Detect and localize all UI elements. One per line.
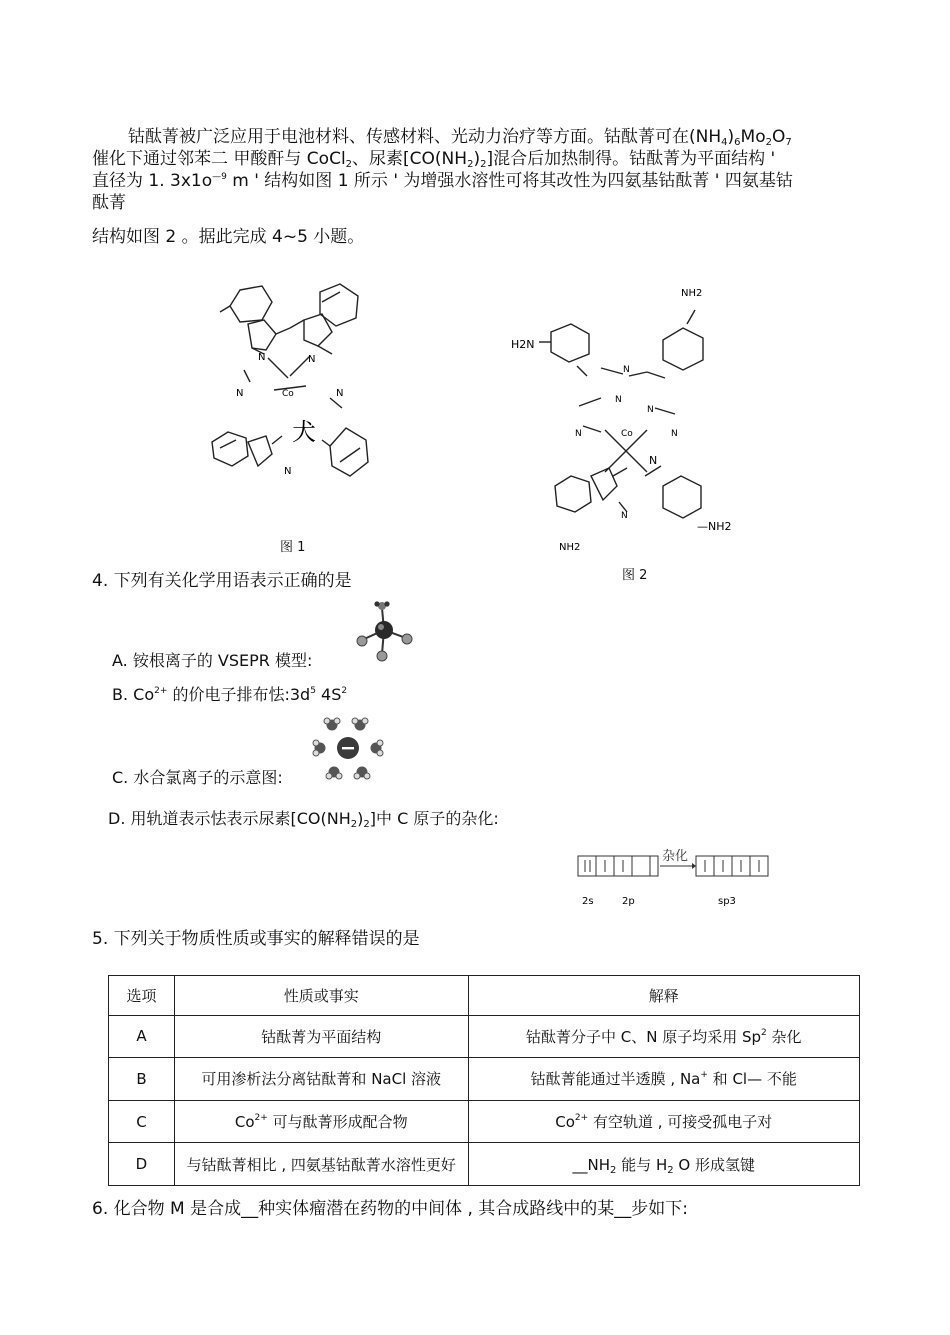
fig2-n2: N xyxy=(615,395,622,405)
row-d-option: D xyxy=(109,1143,175,1186)
fig2-nh2-right: —NH2 xyxy=(697,520,732,533)
fig1-big-char: 犬 xyxy=(292,418,316,446)
table-row xyxy=(109,1058,860,1101)
figure-2-caption: 图 2 xyxy=(622,568,648,583)
table-row xyxy=(109,1143,860,1186)
row-c-fact: $Co^{2+}$ 可与酞菁形成配合物 xyxy=(174,1100,468,1143)
fig1-n5: N xyxy=(284,466,292,477)
q5-stem: 5. 下列关于物质性质或事实的解释错误的是 xyxy=(92,929,420,949)
row-a-fact: 钴酞菁为平面结构 xyxy=(174,1015,468,1058)
fig2-nh2-bottom: NH2 xyxy=(559,542,581,553)
row-a-explanation: 钴酞菁分子中 C、N 原子均采用 Sp$^2$ 杂化 xyxy=(468,1015,859,1058)
label-2p: 2p xyxy=(622,896,635,907)
fig2-n3: N xyxy=(647,405,654,415)
fig2-n1: N xyxy=(623,365,630,375)
row-b-explanation: 钴酞菁能通过半透膜 , Na+ 和 Cl— 不能 xyxy=(468,1058,859,1101)
row-c-option: C xyxy=(109,1100,175,1143)
hybridization-arrow-label: 杂化 xyxy=(662,849,689,864)
q4-option-a: A. 铵根离子的 VSEPR 模型: xyxy=(112,651,313,670)
orbital-hybridization-diagram xyxy=(574,846,780,910)
intro-line-1: 钴酞菁被广泛应用于电池材料、传感材料、光动力治疗等方面。钴酞菁可在$(NH_4)_6Mo_2O_7$ xyxy=(128,127,792,148)
label-2s: 2s xyxy=(582,896,594,907)
hydrated-chloride-ion-image xyxy=(308,712,388,784)
fig1-n1: N xyxy=(258,352,266,363)
q4-option-c: C. 水合氯离子的示意图: xyxy=(112,768,283,787)
table-row xyxy=(109,1015,860,1058)
fig2-n6: N xyxy=(649,454,658,467)
fig2-n4: N xyxy=(575,429,582,439)
q4-option-b: B. $Co^{2+}$ 的价电子排布怯$:3d^5$ $4S^2$ xyxy=(112,685,348,704)
row-b-fact: 可用渗析法分离钴酞菁和 NaCl 溶液 xyxy=(174,1058,468,1101)
q4-option-d: D. 用轨道表示怯表示尿素$[CO(NH_2)_2]$中 C 原子的杂化: xyxy=(108,809,499,830)
q5-table xyxy=(108,975,860,1186)
intro-line-2: 催化下通过邻苯二 甲酸酐与 CoCl$_2$、尿素$[CO(NH_2)_2]$混合后加热制得。钴酞菁为平面结构 ' xyxy=(92,149,776,170)
row-d-explanation: $\_\_NH_2$ 能与 $H_2$ O 形成氢键 xyxy=(468,1143,859,1186)
ammonium-vsepr-model-image xyxy=(352,598,418,666)
fig1-co: Co xyxy=(282,389,294,399)
fig2-nh2-top: NH2 xyxy=(681,288,703,299)
intro-line-3: 直径为 1. $3x1o^{—9}$ m ' 结构如图 1 所示 ' 为增强水溶性可将其改性为四氨基钴酞菁 ' 四氨基钴 xyxy=(92,171,793,191)
figure-2-structure xyxy=(505,280,755,555)
fig1-n4: N xyxy=(336,388,344,399)
table-header-row xyxy=(109,976,860,1016)
label-sp3: sp3 xyxy=(718,896,736,907)
q4-stem: 4. 下列有关化学用语表示正确的是 xyxy=(92,571,352,591)
fig2-n7: N xyxy=(621,511,628,521)
header-explanation: 解释 xyxy=(468,976,859,1016)
row-a-option: A xyxy=(109,1015,175,1058)
fig2-n5: N xyxy=(671,429,678,439)
figure-1-structure xyxy=(200,280,380,500)
fig1-n3: N xyxy=(236,388,244,399)
header-option: 选项 xyxy=(109,976,175,1016)
fig2-nh2-left: H2N xyxy=(511,338,535,351)
fig1-n2: N xyxy=(308,354,316,365)
intro-line-4: 酞菁 xyxy=(92,193,126,213)
row-b-option: B xyxy=(109,1058,175,1101)
intro-line-5: 结构如图 2 。据此完成 4~5 小题。 xyxy=(92,227,365,247)
header-fact: 性质或事实 xyxy=(174,976,468,1016)
row-c-explanation: $Co^{2+}$ 有空轨道 , 可接受孤电子对 xyxy=(468,1100,859,1143)
fig2-co: Co xyxy=(621,429,633,439)
figure-1-caption: 图 1 xyxy=(280,540,306,555)
q6-stem: 6. 化合物 M 是合成__种实体瘤潜在药物的中间体 , 其合成路线中的某__步如下: xyxy=(92,1199,689,1219)
row-d-fact: 与钴酞菁相比 , 四氨基钴酞菁水溶性更好 xyxy=(174,1143,468,1186)
table-row xyxy=(109,1100,860,1143)
